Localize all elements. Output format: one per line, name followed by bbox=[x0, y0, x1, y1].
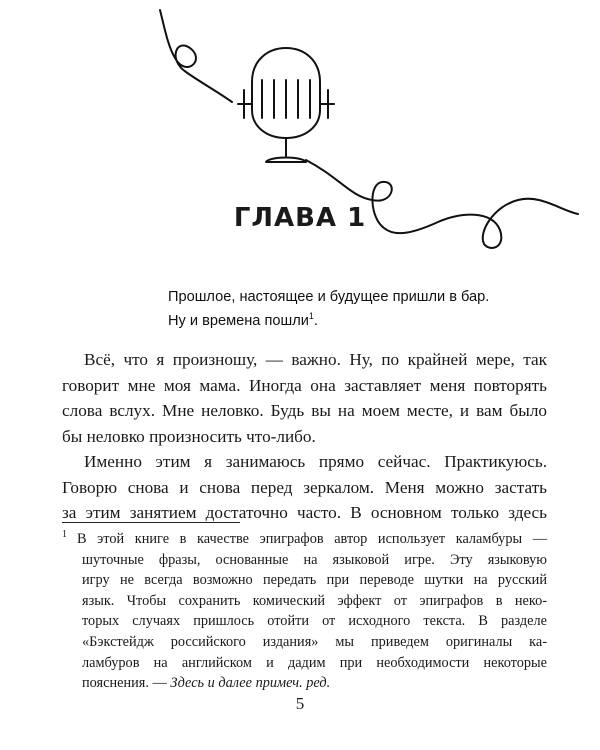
epigraph-line-1: Прошлое, настоящее и будущее пришли в бар. bbox=[168, 289, 490, 305]
footnote-divider bbox=[62, 522, 240, 523]
body-line: слова вслух. Мне неловко. Будь вы на моем месте, и вам было bbox=[62, 401, 547, 420]
epigraph-line-2-text: Ну и времена пошли bbox=[168, 313, 309, 329]
footnote-line: игру не всегда возможно передать при переводе шутки на русский bbox=[82, 572, 547, 589]
body-line: за этим занятием достаточно часто. В основном только здесь bbox=[62, 503, 547, 522]
footnote-line: «Бэкстейдж российского издания» мы приведем оригиналы ка- bbox=[82, 633, 547, 650]
editor-note: Здесь и далее примеч. ред. bbox=[170, 675, 331, 692]
footnote-line bbox=[62, 529, 547, 550]
footnote-line: торых случаях пришлось отойти от исходного текста. В разделе bbox=[82, 613, 547, 630]
body-text bbox=[62, 347, 547, 526]
body-line: бы неловко произносить что-либо. bbox=[62, 426, 316, 446]
epigraph-footnote-mark[interactable]: 1 bbox=[308, 311, 314, 322]
footnote-line-text: В этой книге в качестве эпиграфов автор использует каламбуры — bbox=[77, 531, 547, 547]
body-line: говорит мне моя мама. Иногда она заставляет меня повторять bbox=[62, 375, 547, 395]
page-number: 5 bbox=[295, 694, 305, 713]
chapter-title: ГЛАВА 1 bbox=[233, 203, 367, 233]
footnote-line: ламбуров на английском и дадим при необходимости некоторые bbox=[82, 654, 547, 671]
body-line: Говорю снова и снова перед зеркалом. Меня можно застать bbox=[62, 477, 547, 497]
footnote-number: 1 bbox=[62, 529, 67, 541]
epigraph-line-2: Ну и времена пошли$^1$. bbox=[168, 311, 318, 329]
epigraph bbox=[168, 285, 548, 333]
footnote-line-text: пояснения. — bbox=[82, 675, 167, 692]
footnote-line: язык. Чтобы сохранить комический эффект от эпиграфов в неко- bbox=[82, 592, 547, 609]
footnote bbox=[62, 529, 547, 694]
body-line: Именно этим я занимаюсь прямо сейчас. Практикуюсь. bbox=[84, 452, 547, 471]
footnote-line: шуточные фразы, основанные на языковой игре. Эту языковую bbox=[82, 551, 547, 568]
cord-top-left bbox=[160, 10, 232, 102]
footnote-line bbox=[62, 673, 547, 694]
body-line: Всё, что я произношу, — важно. Ну, по крайней мере, так bbox=[84, 350, 547, 369]
